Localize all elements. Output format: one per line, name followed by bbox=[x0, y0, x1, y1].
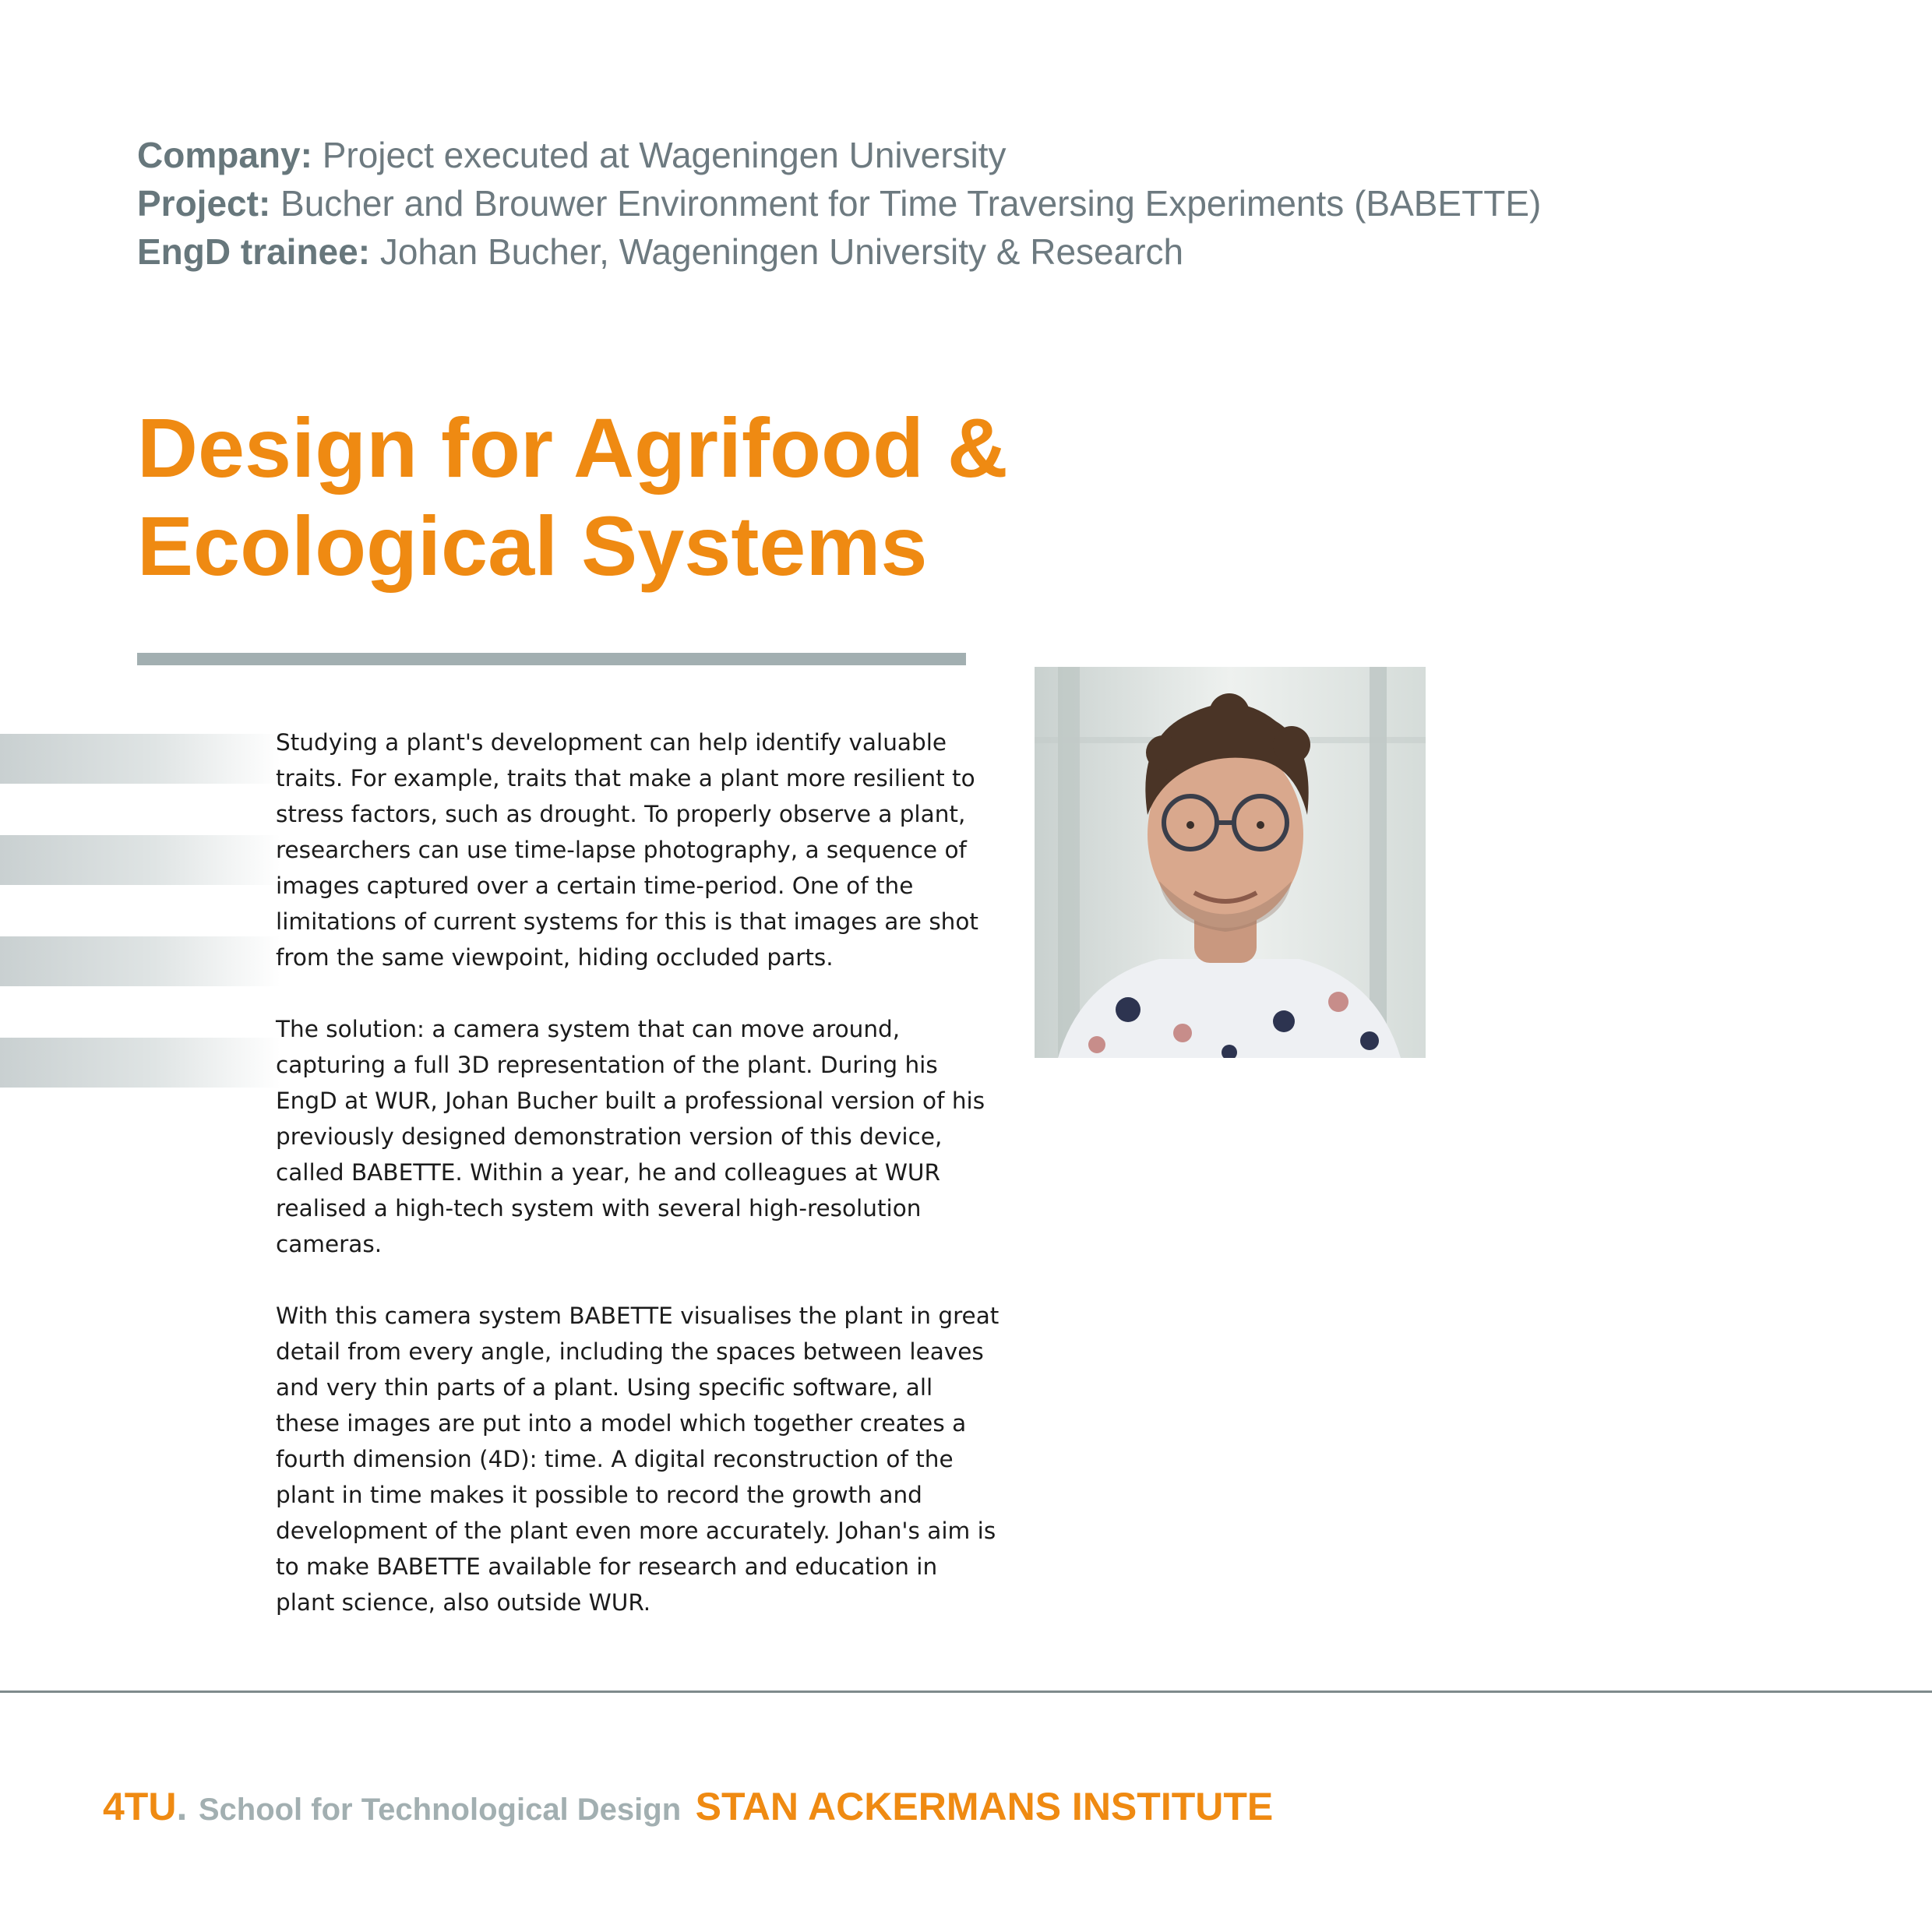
title-line-2: Ecological Systems bbox=[137, 499, 928, 593]
portrait-illustration bbox=[1035, 667, 1426, 1058]
footer-school: School for Technological Design bbox=[198, 1793, 682, 1827]
portrait-photo bbox=[1035, 667, 1426, 1058]
title-line-1: Design for Agrifood & bbox=[137, 400, 1008, 495]
footer-brand-dot: . bbox=[176, 1785, 188, 1828]
decorative-stripe bbox=[0, 734, 280, 784]
footer-branding bbox=[103, 1784, 1273, 1829]
paragraph-2: The solution: a camera system that can move around, capturing a full 3D representation of the plant. During his EngD at WUR, Johan Bucher built a professional version of his previously designed demonstration version of this device, called BABETTE. Within a year, he and colleagues at WUR realised a high-tech system with several high-resolution cameras. bbox=[276, 1016, 985, 1257]
title-divider bbox=[137, 653, 966, 665]
paragraph-3: With this camera system BABETTE visualises the plant in great detail from every angle, including the spaces between leaves and very thin parts of a plant. Using specific software, all these images are put into a model which together creates a fourth dimension (4D): time. A digital reconstruction of the plant in time makes it possible to record the growth and development of the plant even more accurately. Johan's aim is to make BABETTE available for research and education in plant science, also outside WUR. bbox=[276, 1303, 999, 1616]
trainee-line bbox=[137, 227, 1541, 276]
trainee-label: EngD trainee: bbox=[137, 231, 371, 272]
company-line bbox=[137, 131, 1541, 179]
footer-brand: 4TU bbox=[103, 1785, 177, 1828]
decorative-stripe bbox=[0, 1038, 280, 1088]
trainee-value: Johan Bucher, Wageningen University & Research bbox=[379, 231, 1184, 272]
project-info bbox=[137, 131, 1541, 276]
footer-institute: STAN ACKERMANS INSTITUTE bbox=[695, 1785, 1274, 1828]
decorative-stripe bbox=[0, 936, 280, 986]
page-title bbox=[137, 399, 1072, 595]
project-label: Project: bbox=[137, 183, 271, 224]
project-value: Bucher and Brouwer Environment for Time Traversing Experiments (BABETTE) bbox=[280, 183, 1542, 224]
company-label: Company: bbox=[137, 135, 312, 175]
decorative-stripe bbox=[0, 835, 280, 885]
company-value: Project executed at Wageningen University bbox=[322, 135, 1007, 175]
project-line bbox=[137, 179, 1541, 227]
article-body bbox=[276, 724, 1000, 1656]
footer-divider bbox=[0, 1690, 1932, 1693]
paragraph-1: Studying a plant's development can help identify valuable traits. For example, traits that make a plant more resilient to stress factors, such as drought. To properly observe a plant, researchers can use time-lapse photography, a sequence of images captured over a certain time-period. One of the limitations of current systems for this is that images are shot from the same viewpoint, hiding occluded parts. bbox=[276, 729, 978, 971]
